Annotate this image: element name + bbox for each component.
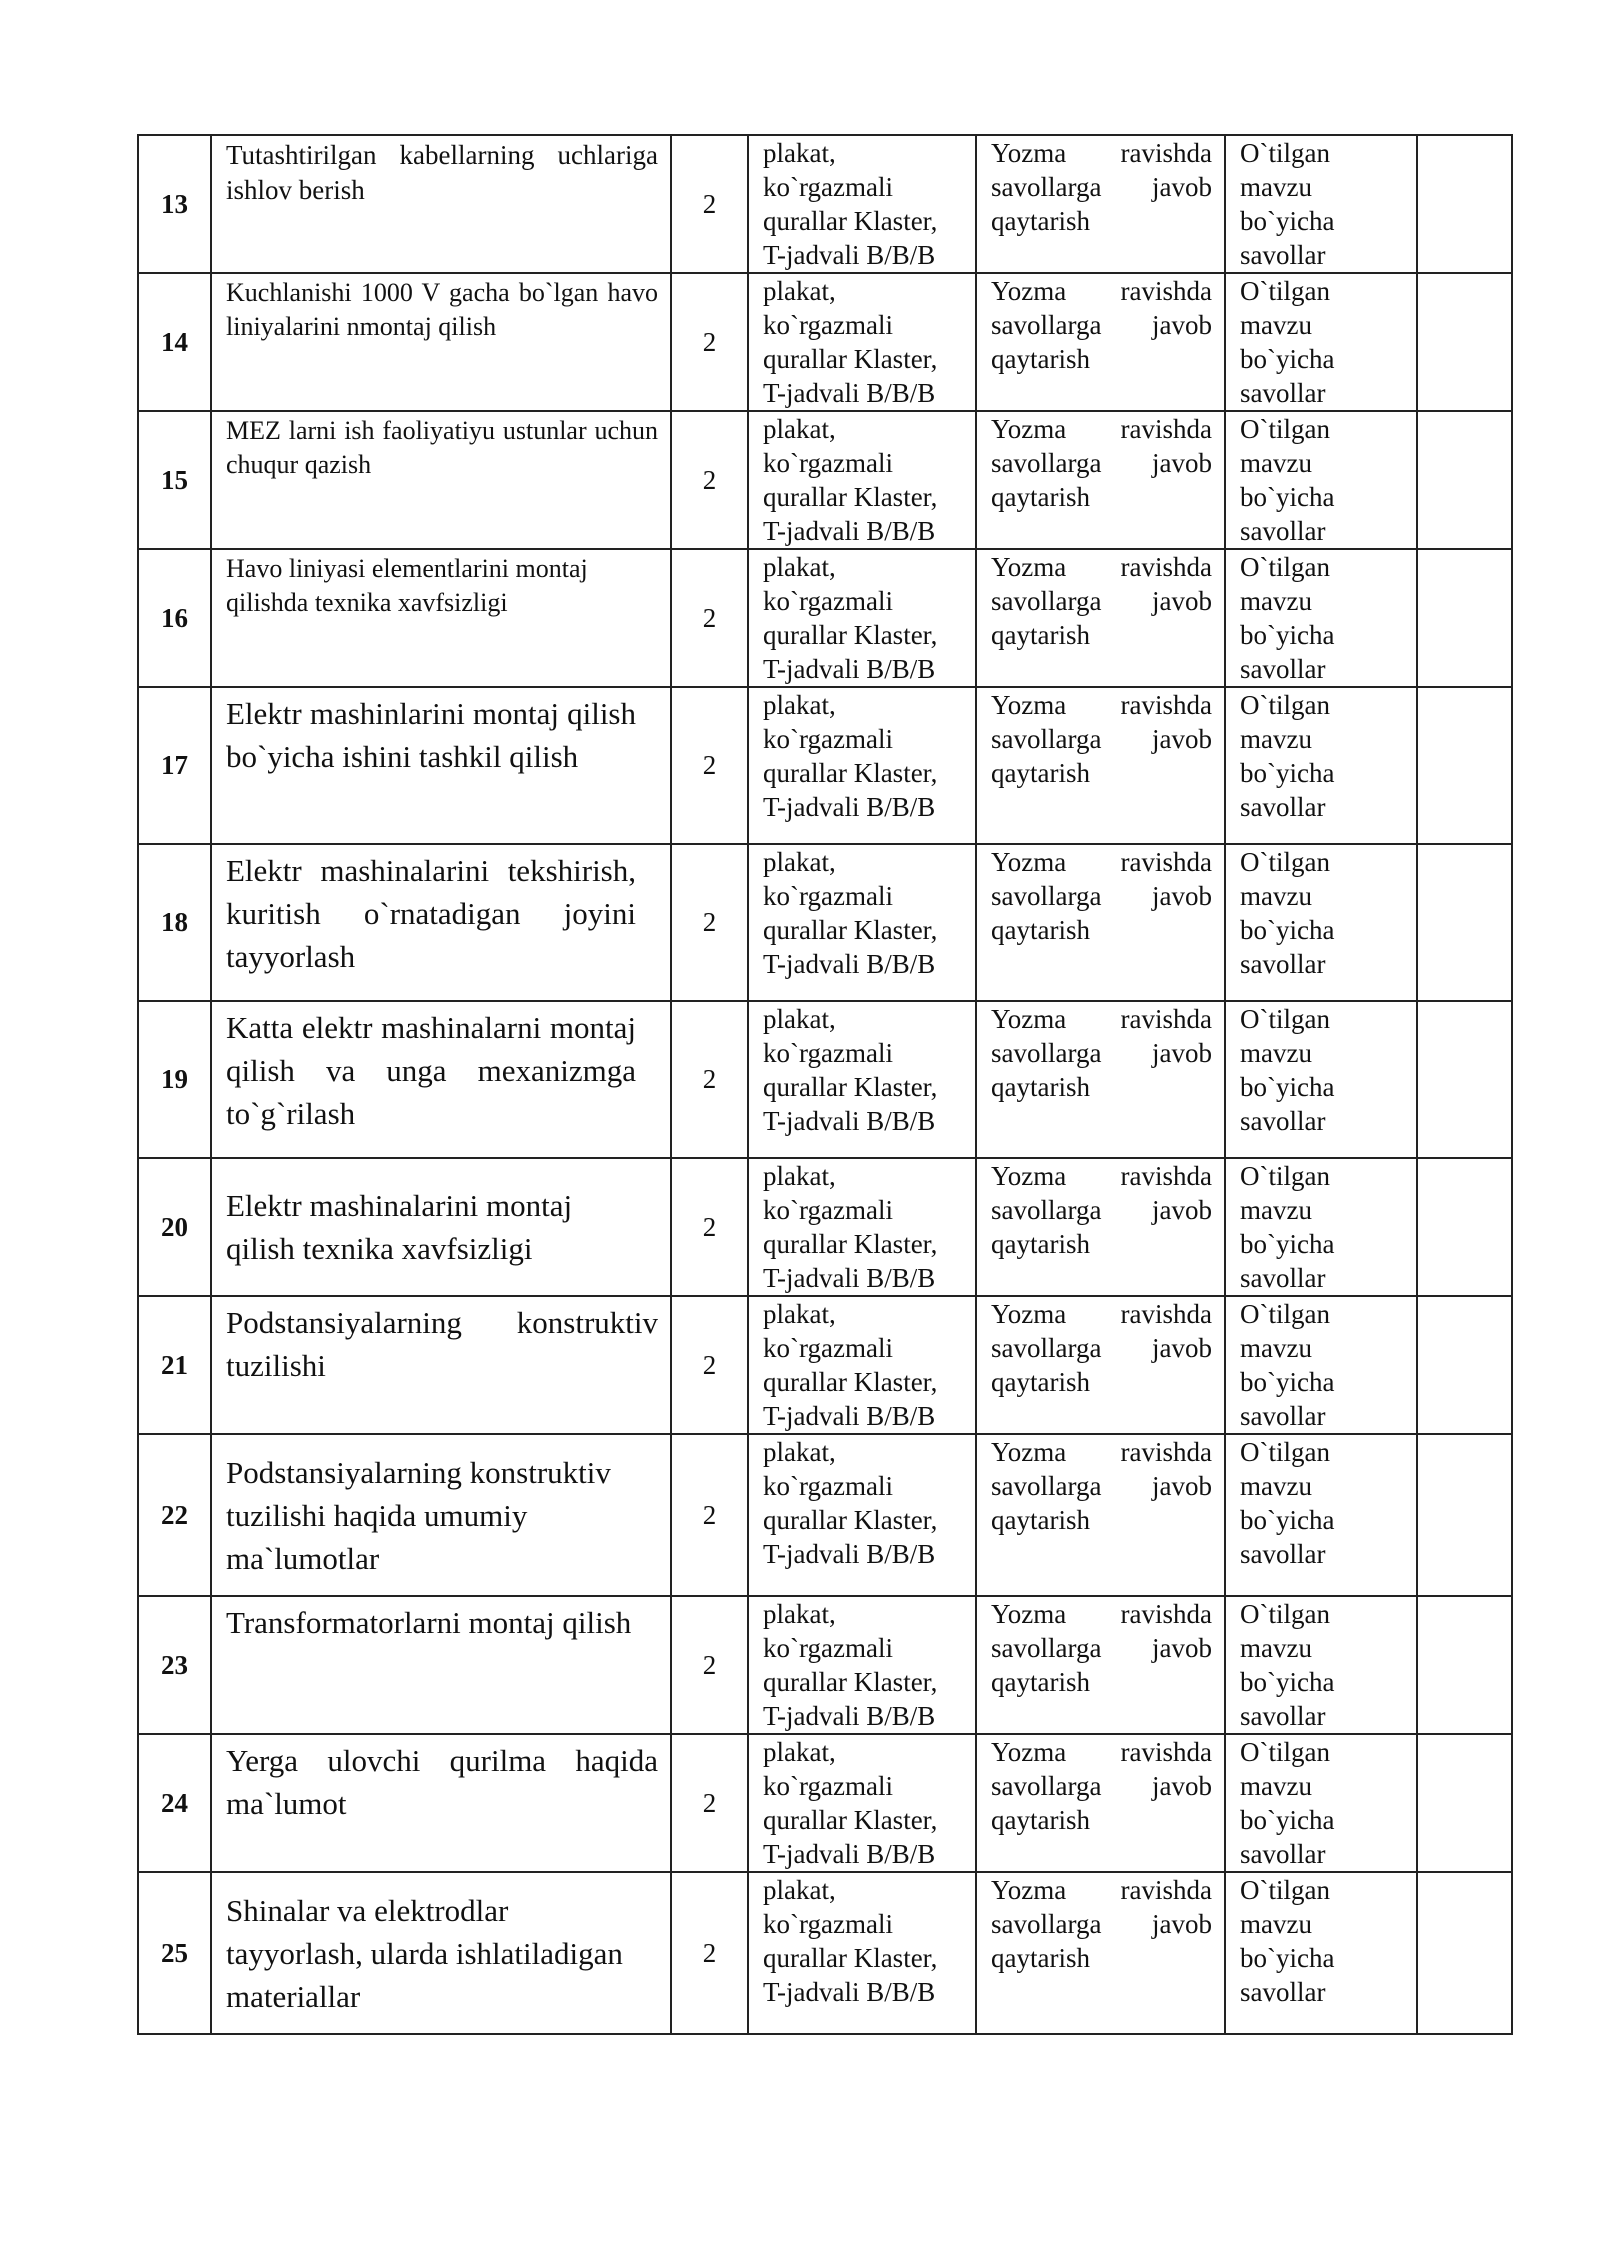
- hours-cell: 2: [671, 687, 748, 844]
- form-cell: [1225, 844, 1417, 1001]
- table-row: [138, 1296, 1512, 1434]
- form-line: mavzu: [1240, 1333, 1312, 1363]
- empty-cell: [1417, 844, 1512, 1001]
- control-cell: [976, 844, 1225, 1001]
- control-line: qaytarish: [991, 482, 1090, 512]
- table-row: [138, 1434, 1512, 1596]
- method-line: qurallar Klaster,: [763, 344, 938, 374]
- table-row: [138, 411, 1512, 549]
- hours-cell: 2: [671, 1001, 748, 1158]
- control-line: qaytarish: [991, 620, 1090, 650]
- form-line: mavzu: [1240, 881, 1312, 911]
- control-line: qaytarish: [991, 1805, 1090, 1835]
- empty-cell: [1417, 687, 1512, 844]
- method-line: qurallar Klaster,: [763, 206, 938, 236]
- control-line: qaytarish: [991, 1505, 1090, 1535]
- method-line: T-jadvali B/B/B: [763, 1539, 936, 1569]
- method-line: T-jadvali B/B/B: [763, 240, 936, 270]
- row-number: 22: [138, 1434, 211, 1596]
- topic-cell: [211, 1001, 671, 1158]
- control-cell: [976, 1596, 1225, 1734]
- hours-cell: 2: [671, 135, 748, 273]
- control-line: Yozma ravishda: [991, 1161, 1212, 1191]
- hours-cell: 2: [671, 411, 748, 549]
- control-line: Yozma ravishda: [991, 138, 1212, 168]
- method-line: qurallar Klaster,: [763, 1805, 938, 1835]
- hours-cell: 2: [671, 1296, 748, 1434]
- empty-cell: [1417, 1001, 1512, 1158]
- empty-cell: [1417, 1434, 1512, 1596]
- form-cell: [1225, 549, 1417, 687]
- control-line: qaytarish: [991, 1367, 1090, 1397]
- method-line: T-jadvali B/B/B: [763, 654, 936, 684]
- form-line: savollar: [1240, 240, 1326, 270]
- method-line: T-jadvali B/B/B: [763, 949, 936, 979]
- form-line: mavzu: [1240, 172, 1312, 202]
- topic-text: Kuchlanishi 1000 V gacha bo`lgan havo liniyalarini nmontaj qilish: [226, 278, 658, 341]
- control-cell: [976, 1158, 1225, 1296]
- form-cell: [1225, 1001, 1417, 1158]
- form-line: mavzu: [1240, 1038, 1312, 1068]
- empty-cell: [1417, 273, 1512, 411]
- form-line: O`tilgan: [1240, 552, 1330, 582]
- method-line: ko`rgazmali: [763, 1471, 893, 1501]
- form-line: savollar: [1240, 949, 1326, 979]
- control-line: savollarga javob: [991, 881, 1212, 911]
- table-row: [138, 1596, 1512, 1734]
- method-line: plakat,: [763, 552, 836, 582]
- hours-cell: 2: [671, 1434, 748, 1596]
- control-cell: [976, 687, 1225, 844]
- method-cell: [748, 1596, 976, 1734]
- control-line: savollarga javob: [991, 172, 1212, 202]
- topic-text: Tutashtirilgan kabellarning uchlariga ishlov berish: [226, 140, 658, 205]
- form-line: bo`yicha: [1240, 482, 1335, 512]
- topic-cell: [211, 687, 671, 844]
- form-line: bo`yicha: [1240, 1229, 1335, 1259]
- table-row: [138, 1001, 1512, 1158]
- control-line: Yozma ravishda: [991, 1004, 1212, 1034]
- method-cell: [748, 687, 976, 844]
- method-line: plakat,: [763, 690, 836, 720]
- control-line: savollarga javob: [991, 586, 1212, 616]
- control-cell: [976, 273, 1225, 411]
- hours-cell: 2: [671, 549, 748, 687]
- control-line: qaytarish: [991, 1667, 1090, 1697]
- form-line: mavzu: [1240, 724, 1312, 754]
- empty-cell: [1417, 1734, 1512, 1872]
- topic-cell: [211, 549, 671, 687]
- topic-cell: [211, 1734, 671, 1872]
- topic-cell: [211, 1596, 671, 1734]
- control-line: qaytarish: [991, 206, 1090, 236]
- method-line: qurallar Klaster,: [763, 915, 938, 945]
- method-line: qurallar Klaster,: [763, 1072, 938, 1102]
- method-line: plakat,: [763, 1004, 836, 1034]
- method-line: qurallar Klaster,: [763, 620, 938, 650]
- method-line: plakat,: [763, 1599, 836, 1629]
- empty-cell: [1417, 1158, 1512, 1296]
- topic-text: Yerga ulovchi qurilma haqida ma`lumot: [226, 1743, 658, 1821]
- empty-cell: [1417, 135, 1512, 273]
- table-row: [138, 1872, 1512, 2034]
- control-line: Yozma ravishda: [991, 1299, 1212, 1329]
- hours-cell: 2: [671, 1158, 748, 1296]
- topic-cell: [211, 1296, 671, 1434]
- row-number: 24: [138, 1734, 211, 1872]
- form-cell: [1225, 1734, 1417, 1872]
- control-line: savollarga javob: [991, 1195, 1212, 1225]
- form-line: O`tilgan: [1240, 1437, 1330, 1467]
- control-line: Yozma ravishda: [991, 1875, 1212, 1905]
- form-line: bo`yicha: [1240, 620, 1335, 650]
- row-number: 21: [138, 1296, 211, 1434]
- form-line: bo`yicha: [1240, 758, 1335, 788]
- form-line: mavzu: [1240, 1633, 1312, 1663]
- control-line: Yozma ravishda: [991, 690, 1212, 720]
- form-line: bo`yicha: [1240, 344, 1335, 374]
- method-line: plakat,: [763, 847, 836, 877]
- method-line: plakat,: [763, 1875, 836, 1905]
- form-line: bo`yicha: [1240, 1805, 1335, 1835]
- form-cell: [1225, 273, 1417, 411]
- control-line: savollarga javob: [991, 1771, 1212, 1801]
- topic-cell: [211, 1434, 671, 1596]
- form-cell: [1225, 1158, 1417, 1296]
- form-line: savollar: [1240, 1401, 1326, 1431]
- method-line: qurallar Klaster,: [763, 758, 938, 788]
- method-cell: [748, 1001, 976, 1158]
- topic-cell: [211, 411, 671, 549]
- form-line: O`tilgan: [1240, 276, 1330, 306]
- control-line: savollarga javob: [991, 1333, 1212, 1363]
- table-row: [138, 1734, 1512, 1872]
- method-line: ko`rgazmali: [763, 1771, 893, 1801]
- control-line: savollarga javob: [991, 310, 1212, 340]
- form-line: O`tilgan: [1240, 1161, 1330, 1191]
- control-line: savollarga javob: [991, 1633, 1212, 1663]
- method-cell: [748, 1734, 976, 1872]
- method-cell: [748, 135, 976, 273]
- table-row: [138, 687, 1512, 844]
- method-line: T-jadvali B/B/B: [763, 1401, 936, 1431]
- form-line: mavzu: [1240, 310, 1312, 340]
- control-line: qaytarish: [991, 1943, 1090, 1973]
- control-line: qaytarish: [991, 1229, 1090, 1259]
- form-line: savollar: [1240, 654, 1326, 684]
- row-number: 15: [138, 411, 211, 549]
- control-line: Yozma ravishda: [991, 1599, 1212, 1629]
- form-line: mavzu: [1240, 1909, 1312, 1939]
- form-cell: [1225, 1296, 1417, 1434]
- method-line: qurallar Klaster,: [763, 1667, 938, 1697]
- control-line: savollarga javob: [991, 724, 1212, 754]
- control-line: qaytarish: [991, 1072, 1090, 1102]
- form-cell: [1225, 1596, 1417, 1734]
- method-line: ko`rgazmali: [763, 448, 893, 478]
- table-row: [138, 135, 1512, 273]
- method-line: ko`rgazmali: [763, 310, 893, 340]
- method-line: ko`rgazmali: [763, 724, 893, 754]
- form-line: O`tilgan: [1240, 1737, 1330, 1767]
- hours-cell: 2: [671, 273, 748, 411]
- control-line: Yozma ravishda: [991, 552, 1212, 582]
- topic-text: Elektr mashinalarini montaj qilish texnika xavfsizligi: [226, 1188, 573, 1266]
- method-line: plakat,: [763, 1161, 836, 1191]
- form-line: O`tilgan: [1240, 1299, 1330, 1329]
- topic-cell: [211, 135, 671, 273]
- method-line: ko`rgazmali: [763, 881, 893, 911]
- method-line: T-jadvali B/B/B: [763, 1839, 936, 1869]
- hours-cell: 2: [671, 844, 748, 1001]
- form-cell: [1225, 135, 1417, 273]
- form-line: mavzu: [1240, 1471, 1312, 1501]
- row-number: 20: [138, 1158, 211, 1296]
- method-line: qurallar Klaster,: [763, 1505, 938, 1535]
- control-line: qaytarish: [991, 915, 1090, 945]
- lesson-plan-table: [137, 134, 1513, 2035]
- method-line: ko`rgazmali: [763, 1633, 893, 1663]
- control-cell: [976, 1872, 1225, 2034]
- form-line: bo`yicha: [1240, 1072, 1335, 1102]
- control-cell: [976, 1001, 1225, 1158]
- control-line: savollarga javob: [991, 1471, 1212, 1501]
- form-line: savollar: [1240, 1977, 1326, 2007]
- method-line: T-jadvali B/B/B: [763, 378, 936, 408]
- hours-cell: 2: [671, 1596, 748, 1734]
- row-number: 18: [138, 844, 211, 1001]
- method-line: plakat,: [763, 1437, 836, 1467]
- control-line: Yozma ravishda: [991, 1437, 1212, 1467]
- method-cell: [748, 273, 976, 411]
- topic-text: Havo liniyasi elementlarini montaj qilishda texnika xavfsizligi: [226, 554, 588, 617]
- form-line: bo`yicha: [1240, 1943, 1335, 1973]
- control-line: Yozma ravishda: [991, 847, 1212, 877]
- table-row: [138, 273, 1512, 411]
- method-line: T-jadvali B/B/B: [763, 1701, 936, 1731]
- control-line: savollarga javob: [991, 1909, 1212, 1939]
- topic-text: Katta elektr mashinalarni montaj qilish va unga mexanizmga to`g`rilash: [226, 1010, 636, 1131]
- control-line: Yozma ravishda: [991, 276, 1212, 306]
- method-cell: [748, 411, 976, 549]
- form-line: bo`yicha: [1240, 1505, 1335, 1535]
- form-line: O`tilgan: [1240, 138, 1330, 168]
- control-cell: [976, 411, 1225, 549]
- form-line: bo`yicha: [1240, 1667, 1335, 1697]
- form-line: O`tilgan: [1240, 1875, 1330, 1905]
- topic-text: Shinalar va elektrodlar tayyorlash, ularda ishlatiladigan materiallar: [226, 1892, 623, 2014]
- method-cell: [748, 1296, 976, 1434]
- row-number: 23: [138, 1596, 211, 1734]
- form-line: savollar: [1240, 1839, 1326, 1869]
- hours-cell: 2: [671, 1872, 748, 2034]
- table-row: [138, 844, 1512, 1001]
- row-number: 14: [138, 273, 211, 411]
- control-line: qaytarish: [991, 344, 1090, 374]
- topic-text: Podstansiyalarning konstruktiv tuzilishi: [226, 1305, 658, 1383]
- method-line: T-jadvali B/B/B: [763, 792, 936, 822]
- control-cell: [976, 1734, 1225, 1872]
- form-line: mavzu: [1240, 448, 1312, 478]
- method-line: ko`rgazmali: [763, 1909, 893, 1939]
- method-line: T-jadvali B/B/B: [763, 1263, 936, 1293]
- form-line: savollar: [1240, 1106, 1326, 1136]
- empty-cell: [1417, 1296, 1512, 1434]
- method-line: ko`rgazmali: [763, 172, 893, 202]
- form-cell: [1225, 1872, 1417, 2034]
- topic-cell: [211, 844, 671, 1001]
- method-line: qurallar Klaster,: [763, 1943, 938, 1973]
- row-number: 17: [138, 687, 211, 844]
- form-line: O`tilgan: [1240, 847, 1330, 877]
- control-line: qaytarish: [991, 758, 1090, 788]
- control-cell: [976, 135, 1225, 273]
- method-line: T-jadvali B/B/B: [763, 1106, 936, 1136]
- hours-cell: 2: [671, 1734, 748, 1872]
- method-cell: [748, 1434, 976, 1596]
- method-cell: [748, 549, 976, 687]
- control-cell: [976, 549, 1225, 687]
- form-line: mavzu: [1240, 586, 1312, 616]
- topic-text: Transformatorlarni montaj qilish: [226, 1605, 632, 1640]
- topic-cell: [211, 1872, 671, 2034]
- control-line: savollarga javob: [991, 448, 1212, 478]
- topic-cell: [211, 1158, 671, 1296]
- control-line: Yozma ravishda: [991, 414, 1212, 444]
- method-line: qurallar Klaster,: [763, 1367, 938, 1397]
- empty-cell: [1417, 411, 1512, 549]
- control-cell: [976, 1296, 1225, 1434]
- control-line: Yozma ravishda: [991, 1737, 1212, 1767]
- table-row: [138, 1158, 1512, 1296]
- row-number: 25: [138, 1872, 211, 2034]
- empty-cell: [1417, 549, 1512, 687]
- method-line: ko`rgazmali: [763, 1195, 893, 1225]
- topic-text: Podstansiyalarning konstruktiv tuzilishi haqida umumiy ma`lumotlar: [226, 1454, 611, 1576]
- control-line: savollarga javob: [991, 1038, 1212, 1068]
- method-cell: [748, 1158, 976, 1296]
- method-line: plakat,: [763, 1737, 836, 1767]
- method-line: ko`rgazmali: [763, 586, 893, 616]
- method-line: ko`rgazmali: [763, 1333, 893, 1363]
- form-line: O`tilgan: [1240, 1599, 1330, 1629]
- form-cell: [1225, 411, 1417, 549]
- form-line: savollar: [1240, 1539, 1326, 1569]
- row-number: 16: [138, 549, 211, 687]
- method-line: qurallar Klaster,: [763, 482, 938, 512]
- topic-text: Elektr mashinalarini tekshirish, kuritish o`rnatadigan joyini tayyorlash: [226, 853, 636, 974]
- control-cell: [976, 1434, 1225, 1596]
- form-line: savollar: [1240, 1701, 1326, 1731]
- form-line: mavzu: [1240, 1771, 1312, 1801]
- empty-cell: [1417, 1872, 1512, 2034]
- method-line: plakat,: [763, 1299, 836, 1329]
- method-line: T-jadvali B/B/B: [763, 516, 936, 546]
- form-line: bo`yicha: [1240, 206, 1335, 236]
- method-line: plakat,: [763, 276, 836, 306]
- form-line: O`tilgan: [1240, 1004, 1330, 1034]
- form-line: savollar: [1240, 516, 1326, 546]
- topic-text: Elektr mashinlarini montaj qilish bo`yicha ishini tashkil qilish: [226, 696, 636, 774]
- topic-text: MEZ larni ish faoliyatiyu ustunlar uchun chuqur qazish: [226, 416, 658, 479]
- form-cell: [1225, 687, 1417, 844]
- method-line: plakat,: [763, 138, 836, 168]
- method-line: ko`rgazmali: [763, 1038, 893, 1068]
- form-line: savollar: [1240, 792, 1326, 822]
- form-line: savollar: [1240, 378, 1326, 408]
- form-line: bo`yicha: [1240, 915, 1335, 945]
- row-number: 19: [138, 1001, 211, 1158]
- method-line: T-jadvali B/B/B: [763, 1977, 936, 2007]
- method-line: qurallar Klaster,: [763, 1229, 938, 1259]
- form-cell: [1225, 1434, 1417, 1596]
- method-line: plakat,: [763, 414, 836, 444]
- empty-cell: [1417, 1596, 1512, 1734]
- form-line: O`tilgan: [1240, 414, 1330, 444]
- method-cell: [748, 844, 976, 1001]
- method-cell: [748, 1872, 976, 2034]
- form-line: O`tilgan: [1240, 690, 1330, 720]
- row-number: 13: [138, 135, 211, 273]
- form-line: savollar: [1240, 1263, 1326, 1293]
- table-row: [138, 549, 1512, 687]
- form-line: mavzu: [1240, 1195, 1312, 1225]
- topic-cell: [211, 273, 671, 411]
- form-line: bo`yicha: [1240, 1367, 1335, 1397]
